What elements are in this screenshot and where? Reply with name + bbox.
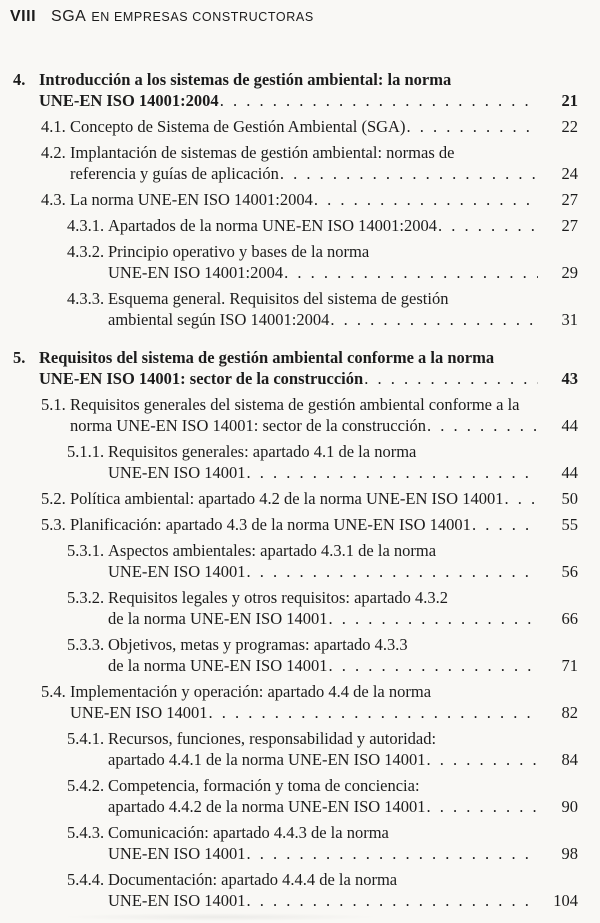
dot-leader	[247, 890, 539, 911]
toc-entry-line	[39, 69, 578, 90]
toc-entry-page-number: 56	[561, 562, 578, 581]
toc-entry-page-number: 50	[561, 489, 578, 508]
dot-leader	[247, 843, 539, 864]
toc-entry-line	[108, 262, 578, 283]
toc-entry-title-text: Recursos, funciones, responsabilidad y autoridad:	[108, 729, 437, 748]
dot-leader	[330, 309, 538, 330]
toc-entry-title-text: UNE-EN ISO 14001	[70, 703, 208, 722]
dot-leader	[209, 702, 539, 723]
toc-entry-page-number: 29	[561, 263, 578, 282]
toc-entry	[0, 347, 578, 389]
toc-entry-page-number: 31	[561, 310, 578, 329]
toc-entry-number: 5.3.	[41, 515, 66, 534]
toc-entry-title-text: de la norma UNE-EN ISO 14001	[108, 656, 328, 675]
toc-entry	[0, 288, 578, 330]
toc-entry-line	[70, 142, 578, 163]
toc-entry-title-text: ambiental según ISO 14001:2004	[108, 310, 330, 329]
toc-entry-line	[39, 347, 578, 368]
toc-entry-number: 5.1.	[41, 395, 66, 414]
dot-leader	[329, 655, 539, 676]
toc-entry-line	[70, 488, 578, 509]
toc-entry-page-number: 24	[561, 164, 578, 183]
toc-entry	[0, 869, 578, 911]
toc-entry	[0, 488, 578, 509]
toc-entry-line	[108, 561, 578, 582]
toc-entry-number: 5.3.3.	[67, 635, 105, 654]
toc-entry-number: 4.2.	[41, 143, 66, 162]
dot-leader	[472, 514, 538, 535]
dot-leader	[427, 796, 538, 817]
toc-entry-number: 5.4.2.	[67, 776, 105, 795]
toc-entry-number: 5.4.4.	[67, 870, 105, 889]
toc-entry-line	[108, 288, 578, 309]
toc-entry	[0, 116, 578, 137]
dot-leader	[364, 368, 538, 389]
toc-entry-page-number: 84	[561, 750, 578, 769]
running-header	[0, 8, 578, 28]
dot-leader	[220, 90, 538, 111]
toc-entry-title-text: apartado 4.4.1 de la norma UNE-EN ISO 14001	[108, 750, 426, 769]
toc-entry-number: 5.1.1.	[67, 442, 105, 461]
toc-entry-title-text: Requisitos legales y otros requisitos: apartado 4.3.2	[108, 588, 449, 607]
toc-entry-line	[108, 241, 578, 262]
toc-entry	[0, 822, 578, 864]
dot-leader	[427, 415, 538, 436]
toc-entry-page-number: 71	[561, 656, 578, 675]
toc-entry-title-text: Implementación y operación: apartado 4.4 de la norma	[70, 682, 432, 701]
toc-entry-number: 5.4.	[41, 682, 66, 701]
toc-entry	[0, 775, 578, 817]
dot-leader	[406, 116, 538, 137]
toc-entry-title-text: Competencia, formación y toma de conciencia:	[108, 776, 420, 795]
toc-entry	[0, 394, 578, 436]
toc-entry-line	[108, 822, 578, 843]
dot-leader	[504, 488, 538, 509]
toc-entry-number: 5.3.2.	[67, 588, 105, 607]
toc-entry-title-text: Requisitos del sistema de gestión ambiental conforme a la norma	[39, 348, 495, 367]
toc-entry-title-text: norma UNE-EN ISO 14001: sector de la construcción	[70, 416, 427, 435]
toc-entry-line	[108, 728, 578, 749]
toc-entry	[0, 215, 578, 236]
toc-entry-line	[108, 843, 578, 864]
toc-entry-page-number: 98	[561, 844, 578, 863]
toc-entry-line	[70, 415, 578, 436]
toc-entry-page-number: 66	[561, 609, 578, 628]
toc-entry-line	[70, 163, 578, 184]
toc-entry-title-text: de la norma UNE-EN ISO 14001	[108, 609, 328, 628]
toc-entry-page-number: 104	[553, 891, 578, 910]
toc-entry-number: 4.3.2.	[67, 242, 105, 261]
toc-entry-line	[108, 309, 578, 330]
toc-entry	[0, 728, 578, 770]
toc-entry-line	[108, 462, 578, 483]
toc-entry-number: 5.2.	[41, 489, 66, 508]
toc-entry-title-text: Comunicación: apartado 4.4.3 de la norma	[108, 823, 389, 842]
toc-entry-title-text: Introducción a los sistemas de gestión ambiental: la norma	[39, 70, 452, 89]
toc-entry-title-text: Concepto de Sistema de Gestión Ambiental (SGA)	[70, 117, 406, 136]
toc-entry	[0, 514, 578, 535]
toc-entry-page-number: 55	[561, 515, 578, 534]
toc-entry-title-text: La norma UNE-EN ISO 14001:2004	[70, 190, 313, 209]
toc-entry-number: 5.3.1.	[67, 541, 105, 560]
toc-entry-line	[70, 681, 578, 702]
toc-entry-page-number: 21	[561, 91, 578, 110]
toc-entry-page-number: 43	[561, 369, 578, 388]
toc-entry-line	[108, 655, 578, 676]
dot-leader	[438, 215, 538, 236]
toc-entry-title-text: Requisitos generales del sistema de gestión ambiental conforme a la	[70, 395, 520, 414]
toc-entry-line	[70, 514, 578, 535]
toc-entry-title-text: Implantación de sistemas de gestión ambiental: normas de	[70, 143, 455, 162]
toc-entry-title-text: UNE-EN ISO 14001	[108, 891, 246, 910]
toc-entry-number: 4.3.1.	[67, 216, 105, 235]
dot-leader	[314, 189, 538, 210]
toc-entry-page-number: 44	[561, 416, 578, 435]
toc-entry-line	[108, 441, 578, 462]
toc-entry-page-number: 82	[561, 703, 578, 722]
toc-entry-number: 4.	[13, 70, 26, 89]
toc-entry-line	[108, 869, 578, 890]
toc-entry-line	[108, 587, 578, 608]
toc-entry-title-text: referencia y guías de aplicación	[70, 164, 279, 183]
dot-leader	[247, 462, 539, 483]
table-of-contents	[0, 69, 578, 911]
page-folio-number: VIII	[10, 8, 37, 25]
toc-entry	[0, 241, 578, 283]
toc-entry-title-text: Documentación: apartado 4.4.4 de la norma	[108, 870, 398, 889]
toc-entry-line	[108, 890, 578, 911]
running-header-title-lead: SGA	[51, 8, 87, 25]
toc-entry-title-text: UNE-EN ISO 14001: sector de la construcción	[39, 369, 364, 388]
running-header-title-rest: EN EMPRESAS CONSTRUCTORAS	[91, 10, 314, 24]
toc-entry-line	[108, 634, 578, 655]
dot-leader	[247, 561, 539, 582]
toc-entry-title-text: UNE-EN ISO 14001	[108, 463, 246, 482]
toc-entry-number: 5.4.1.	[67, 729, 105, 748]
toc-entry-line	[70, 394, 578, 415]
toc-entry-title-text: UNE-EN ISO 14001:2004	[39, 91, 219, 110]
toc-entry-title-text: apartado 4.4.2 de la norma UNE-EN ISO 14001	[108, 797, 426, 816]
toc-entry-line	[108, 775, 578, 796]
toc-entry-number: 4.1.	[41, 117, 66, 136]
toc-entry-title-text: Principio operativo y bases de la norma	[108, 242, 370, 261]
toc-entry-title-text: UNE-EN ISO 14001:2004	[108, 263, 284, 282]
toc-entry-number: 4.3.	[41, 190, 66, 209]
toc-entry-title-text: Requisitos generales: apartado 4.1 de la norma	[108, 442, 417, 461]
toc-entry-number: 5.4.3.	[67, 823, 105, 842]
toc-entry	[0, 634, 578, 676]
toc-entry-line	[70, 116, 578, 137]
toc-entry-line	[70, 189, 578, 210]
toc-entry-title-text: UNE-EN ISO 14001	[108, 844, 246, 863]
dot-leader	[280, 163, 538, 184]
toc-entry-page-number: 90	[561, 797, 578, 816]
toc-entry-line	[108, 749, 578, 770]
toc-entry	[0, 587, 578, 629]
toc-entry-line	[108, 796, 578, 817]
dot-leader	[284, 262, 538, 283]
toc-entry-page-number: 44	[561, 463, 578, 482]
toc-entry-line	[108, 608, 578, 629]
toc-entry	[0, 69, 578, 111]
toc-entry-title-text: Apartados de la norma UNE-EN ISO 14001:2004	[108, 216, 438, 235]
toc-entry-title-text: Objetivos, metas y programas: apartado 4.3.3	[108, 635, 408, 654]
toc-entry-title-text: UNE-EN ISO 14001	[108, 562, 246, 581]
toc-entry-line	[39, 90, 578, 111]
toc-entry-title-text: Política ambiental: apartado 4.2 de la norma UNE-EN ISO 14001	[70, 489, 504, 508]
toc-entry-number: 4.3.3.	[67, 289, 105, 308]
dot-leader	[329, 608, 539, 629]
toc-entry	[0, 441, 578, 483]
toc-entry	[0, 681, 578, 723]
toc-entry-line	[108, 215, 578, 236]
toc-entry-page-number: 22	[561, 117, 578, 136]
scan-artifact	[60, 913, 380, 921]
toc-entry	[0, 189, 578, 210]
toc-entry-page-number: 27	[561, 216, 578, 235]
toc-entry-page-number: 27	[561, 190, 578, 209]
dot-leader	[427, 749, 538, 770]
toc-entry	[0, 540, 578, 582]
toc-entry-line	[108, 540, 578, 561]
toc-entry	[0, 142, 578, 184]
toc-entry-title-text: Aspectos ambientales: apartado 4.3.1 de la norma	[108, 541, 437, 560]
toc-entry-title-text: Planificación: apartado 4.3 de la norma UNE-EN ISO 14001	[70, 515, 471, 534]
toc-entry-line	[39, 368, 578, 389]
toc-entry-title-text: Esquema general. Requisitos del sistema de gestión	[108, 289, 449, 308]
toc-entry-number: 5.	[13, 348, 26, 367]
toc-entry-line	[70, 702, 578, 723]
